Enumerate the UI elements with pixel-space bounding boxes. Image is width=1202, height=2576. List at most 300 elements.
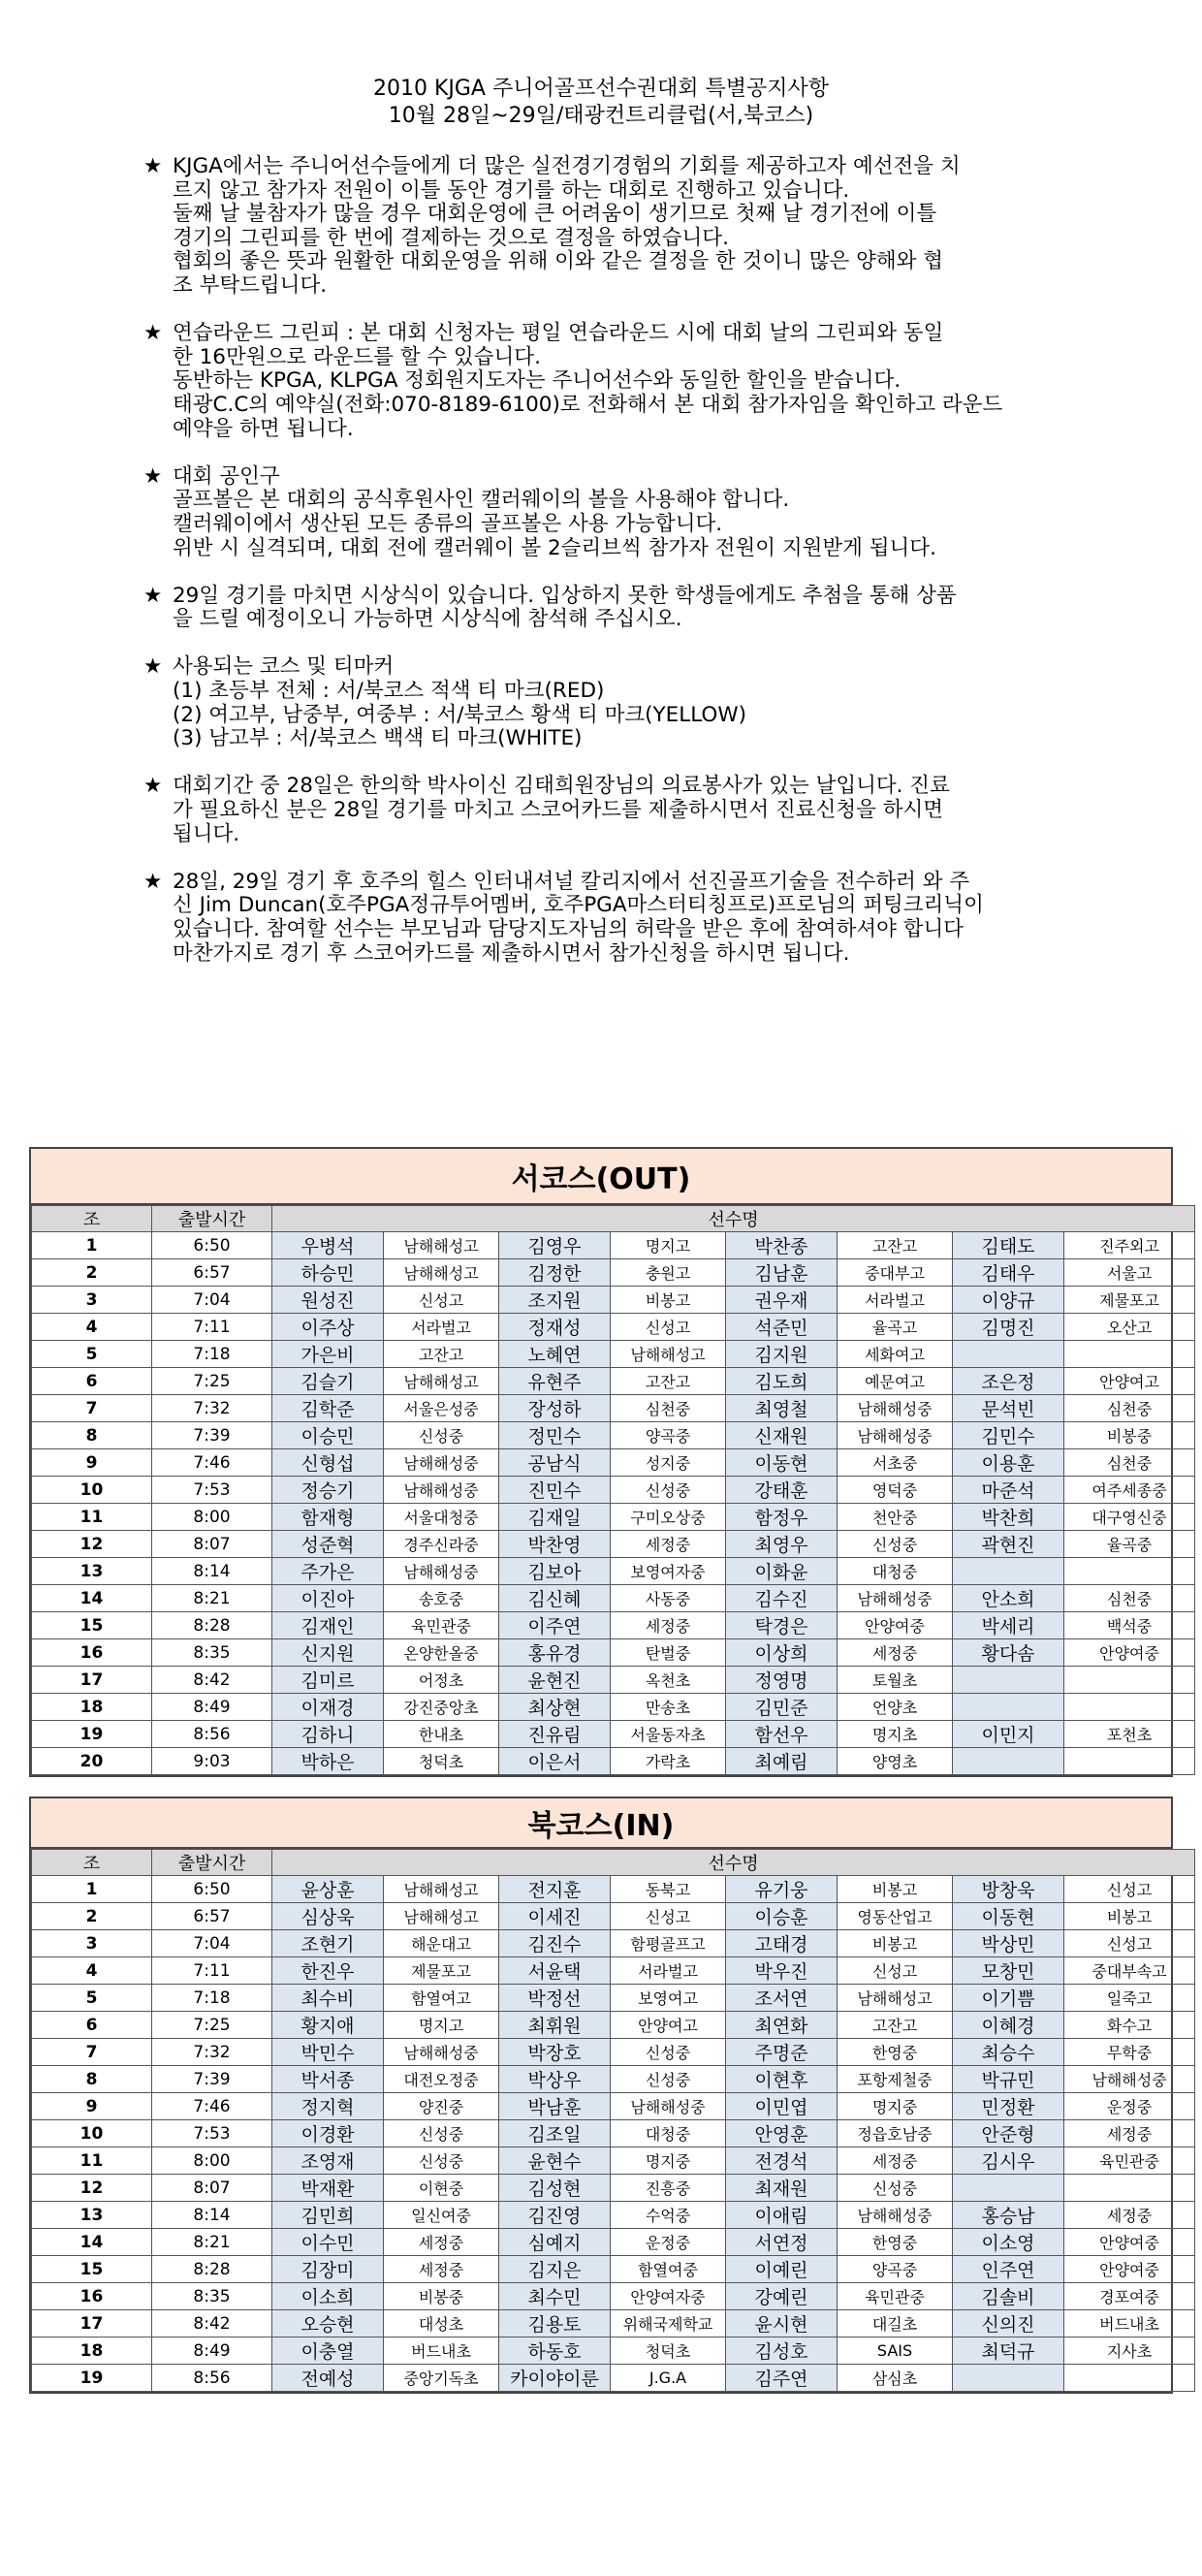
star-icon: ★ (143, 654, 163, 680)
player-name: 최수민 (499, 2283, 611, 2310)
notice-line: (2) 여고부, 남중부, 여중부 : 서/북코스 황색 티 마크(YELLOW) (173, 702, 746, 727)
start-time: 8:42 (152, 2310, 272, 2337)
player-name: 정지혁 (272, 2093, 384, 2120)
player-name: 함재형 (272, 1504, 384, 1531)
star-icon: ★ (143, 463, 163, 489)
player-school: 보영여자중 (611, 1558, 726, 1585)
player-name: 정민수 (499, 1422, 611, 1449)
notice-line: 신 Jim Duncan(호주PGA정규투어멤버, 호주PGA마스터티칭프로)프로님의 퍼팅크리닉이 (173, 893, 984, 918)
player-name: 심예지 (499, 2229, 611, 2256)
player-name: 홍승남 (953, 2202, 1064, 2229)
start-time: 6:50 (152, 1232, 272, 1259)
player-name: 신형섭 (272, 1449, 384, 1477)
player-name: 박규민 (953, 2066, 1064, 2093)
table-row (32, 2256, 1195, 2283)
player-school: 세정중 (384, 2256, 499, 2283)
player-school (1064, 2175, 1195, 2202)
player-name: 주명준 (726, 2039, 838, 2066)
player-school: 남해해성중 (384, 1477, 499, 1504)
start-time: 8:07 (152, 1531, 272, 1558)
player-school: 세정중 (611, 1531, 726, 1558)
player-school: 신성중 (611, 1477, 726, 1504)
start-time: 8:14 (152, 1558, 272, 1585)
player-school: 양진중 (384, 2093, 499, 2120)
start-time: 7:18 (152, 1985, 272, 2012)
player-name: 윤시현 (726, 2310, 838, 2337)
start-time: 7:04 (152, 1930, 272, 1957)
table-row (32, 1477, 1195, 1504)
table-row (32, 2202, 1195, 2229)
player-name: 최예림 (726, 1748, 838, 1775)
start-time: 6:57 (152, 1259, 272, 1287)
player-school: 제물포고 (1064, 1287, 1195, 1314)
player-name: 하동호 (499, 2337, 611, 2365)
notice-line: 한 16만원으로 라운드를 할 수 있습니다. (173, 344, 541, 369)
player-name: 함선우 (726, 1721, 838, 1748)
player-school: 한내초 (384, 1721, 499, 1748)
player-name: 방창욱 (953, 1876, 1064, 1903)
player-school: 고잔고 (838, 2012, 953, 2039)
player-name: 김태도 (953, 1232, 1064, 1259)
player-name: 이기쁨 (953, 1985, 1064, 2012)
player-name: 이승훈 (726, 1903, 838, 1930)
player-school: 비봉중 (1064, 1422, 1195, 1449)
player-name: 가은비 (272, 1341, 384, 1368)
player-name: 윤상훈 (272, 1876, 384, 1903)
player-school: 안양여중 (838, 1612, 953, 1639)
player-school: 신성중 (611, 2066, 726, 2093)
player-school: 세정중 (1064, 2120, 1195, 2147)
group-number: 15 (32, 1612, 152, 1639)
player-school: 신성중 (611, 2039, 726, 2066)
notice-item (143, 465, 1064, 560)
player-school: 온양한올중 (384, 1639, 499, 1667)
player-school: 운정중 (1064, 2093, 1195, 2120)
table-row (32, 1558, 1195, 1585)
player-school (1064, 1558, 1195, 1585)
start-time: 8:07 (152, 2175, 272, 2202)
player-school: 육민관중 (1064, 2147, 1195, 2175)
group-number: 5 (32, 1341, 152, 1368)
player-name: 이재경 (272, 1694, 384, 1721)
player-name: 윤현진 (499, 1667, 611, 1694)
player-school: 신성중 (384, 1422, 499, 1449)
player-name: 정승기 (272, 1477, 384, 1504)
player-name: 김장미 (272, 2256, 384, 2283)
player-school: 고잔고 (838, 1232, 953, 1259)
player-school: 남해해성중 (384, 1558, 499, 1585)
player-name: 김민수 (953, 1422, 1064, 1449)
player-name: 이현후 (726, 2066, 838, 2093)
player-school: 명지고 (611, 1232, 726, 1259)
player-school: 안양여자중 (611, 2283, 726, 2310)
table-row (32, 1721, 1195, 1748)
start-time: 8:42 (152, 1667, 272, 1694)
player-school: 고잔고 (384, 1341, 499, 1368)
player-name: 박민수 (272, 2039, 384, 2066)
notice-line: 29일 경기를 마치면 시상식이 있습니다. 입상하지 못한 학생들에게도 추첨을 통해 상품 (173, 583, 957, 608)
player-school: 오산고 (1064, 1314, 1195, 1341)
start-time: 7:04 (152, 1287, 272, 1314)
table-row (32, 1531, 1195, 1558)
player-school: 일죽고 (1064, 1985, 1195, 2012)
group-number: 8 (32, 2066, 152, 2093)
player-school: 양곡중 (611, 1422, 726, 1449)
player-name: 이승민 (272, 1422, 384, 1449)
group-number: 10 (32, 2120, 152, 2147)
notice-line: 사용되는 코스 및 티마커 (173, 654, 395, 680)
notice-line: 을 드릴 예정이오니 가능하면 시상식에 참석해 주십시오. (173, 607, 682, 632)
start-time: 7:46 (152, 2093, 272, 2120)
notice-line: 28일, 29일 경기 후 호주의 힐스 인터내셔널 칼리지에서 선진골프기술을 전수하러 와 주 (173, 869, 970, 894)
group-number: 13 (32, 2202, 152, 2229)
player-school: 경포여중 (1064, 2283, 1195, 2310)
player-name: 우병석 (272, 1232, 384, 1259)
player-school: 해운대고 (384, 1930, 499, 1957)
player-name: 김지원 (726, 1341, 838, 1368)
start-time: 6:57 (152, 1903, 272, 1930)
player-name: 정영명 (726, 1667, 838, 1694)
notice-line: 둘째 날 불참자가 많을 경우 대회운영에 큰 어려움이 생기므로 첫째 날 경기전에 이틀 (173, 202, 937, 227)
start-time: 8:21 (152, 1585, 272, 1612)
start-time: 7:39 (152, 1422, 272, 1449)
player-name: 원성진 (272, 1287, 384, 1314)
group-number: 18 (32, 1694, 152, 1721)
player-name: 박찬종 (726, 1232, 838, 1259)
star-icon: ★ (143, 321, 163, 346)
notice-line: (1) 초등부 전체 : 서/북코스 적색 티 마크(RED) (173, 679, 605, 704)
table-row (32, 1232, 1195, 1259)
table-row (32, 1876, 1195, 1903)
player-name: 김남훈 (726, 1259, 838, 1287)
player-name: 이예린 (726, 2256, 838, 2283)
notice-line: 르지 않고 참가자 전원이 이틀 동안 경기를 하는 대회로 진행하고 있습니다. (173, 177, 850, 203)
player-school: 경주신라중 (384, 1531, 499, 1558)
player-school: 남해해성중 (1064, 2066, 1195, 2093)
player-name: 김도희 (726, 1368, 838, 1395)
player-name: 이주상 (272, 1314, 384, 1341)
header-players: 선수명 (272, 1206, 1195, 1232)
player-school: 무학중 (1064, 2039, 1195, 2066)
player-name: 홍유경 (499, 1639, 611, 1667)
player-school: 남해해성중 (384, 2039, 499, 2066)
player-school: 포항제철중 (838, 2066, 953, 2093)
player-school: 신성고 (611, 1903, 726, 1930)
player-school: 남해해성고 (838, 1985, 953, 2012)
player-school: 명지중 (838, 2093, 953, 2120)
player-school: 남해해성고 (384, 1903, 499, 1930)
group-number: 17 (32, 2310, 152, 2337)
table-row (32, 1639, 1195, 1667)
player-name: 신재원 (726, 1422, 838, 1449)
player-school: 남해해성중 (838, 2202, 953, 2229)
player-school: 이현중 (384, 2175, 499, 2202)
player-name: 조은정 (953, 1368, 1064, 1395)
player-name: 김재인 (272, 1612, 384, 1639)
group-number: 12 (32, 1531, 152, 1558)
player-school: 세정중 (1064, 2202, 1195, 2229)
player-name: 김시우 (953, 2147, 1064, 2175)
notice-line: 위반 시 실격되며, 대회 전에 캘러웨이 볼 2슬리브씩 참가자 전원이 지원받게 됩니다. (173, 535, 936, 560)
player-school: 보영여고 (611, 1985, 726, 2012)
start-time: 8:35 (152, 1639, 272, 1667)
player-name: 이동현 (953, 1903, 1064, 1930)
group-number: 9 (32, 2093, 152, 2120)
player-school: 안양여중 (1064, 2256, 1195, 2283)
table-row (32, 1395, 1195, 1422)
star-icon: ★ (143, 869, 163, 894)
player-name: 황다솜 (953, 1639, 1064, 1667)
player-school: 토월초 (838, 1667, 953, 1694)
group-number: 10 (32, 1477, 152, 1504)
group-number: 14 (32, 1585, 152, 1612)
notice-list (143, 155, 1064, 990)
table-row (32, 2012, 1195, 2039)
player-school: 남해해성중 (384, 1449, 499, 1477)
player-school: 진흥중 (611, 2175, 726, 2202)
player-name: 곽현진 (953, 1531, 1064, 1558)
player-school: 함평골프고 (611, 1930, 726, 1957)
player-school: 세화여고 (838, 1341, 953, 1368)
player-school: 가락초 (611, 1748, 726, 1775)
player-name: 조영재 (272, 2147, 384, 2175)
player-name: 김보아 (499, 1558, 611, 1585)
player-name: 조지원 (499, 1287, 611, 1314)
player-name: 안영훈 (726, 2120, 838, 2147)
group-number: 1 (32, 1232, 152, 1259)
group-number: 15 (32, 2256, 152, 2283)
player-school: 일신여중 (384, 2202, 499, 2229)
player-name: 김솔비 (953, 2283, 1064, 2310)
player-school: 안양여고 (611, 2012, 726, 2039)
group-number: 6 (32, 2012, 152, 2039)
player-school: 비봉고 (838, 1930, 953, 1957)
player-name: 김하니 (272, 1721, 384, 1748)
player-school: 중대부속고 (1064, 1957, 1195, 1985)
table-row (32, 2229, 1195, 2256)
start-time: 8:28 (152, 1612, 272, 1639)
player-name: 김지은 (499, 2256, 611, 2283)
table-row (32, 1314, 1195, 1341)
player-school: J.G.A (611, 2365, 726, 2392)
group-number: 14 (32, 2229, 152, 2256)
player-name: 이민지 (953, 1721, 1064, 1748)
player-school: 양영초 (838, 1748, 953, 1775)
player-school: 충원고 (611, 1259, 726, 1287)
start-time: 7:18 (152, 1341, 272, 1368)
table-row (32, 1259, 1195, 1287)
player-school: 한영중 (838, 2039, 953, 2066)
header-players: 선수명 (272, 1850, 1195, 1876)
player-name: 조현기 (272, 1930, 384, 1957)
player-school: 서울은성중 (384, 1395, 499, 1422)
player-name: 김슬기 (272, 1368, 384, 1395)
table-title: 북코스(IN) (31, 1798, 1171, 1849)
table-row (32, 1449, 1195, 1477)
group-number: 8 (32, 1422, 152, 1449)
player-name: 최상현 (499, 1694, 611, 1721)
group-number: 19 (32, 2365, 152, 2392)
player-name: 성준혁 (272, 1531, 384, 1558)
player-school: 율곡고 (838, 1314, 953, 1341)
player-school: 운정중 (611, 2229, 726, 2256)
player-name: 인주연 (953, 2256, 1064, 2283)
player-school: 신성고 (384, 1287, 499, 1314)
notice-line: 캘러웨이에서 생산된 모든 종류의 골프볼은 사용 가능합니다. (173, 511, 723, 536)
player-name: 박상우 (499, 2066, 611, 2093)
table-row (32, 1694, 1195, 1721)
player-school: SAIS (838, 2337, 953, 2365)
player-school: 함열여중 (611, 2256, 726, 2283)
player-name: 이주연 (499, 1612, 611, 1639)
player-name: 이수민 (272, 2229, 384, 2256)
table-row (32, 1341, 1195, 1368)
player-name (953, 2365, 1064, 2392)
player-name: 주가은 (272, 1558, 384, 1585)
player-name: 김진수 (499, 1930, 611, 1957)
player-name: 김조일 (499, 2120, 611, 2147)
player-school: 육민관중 (384, 1612, 499, 1639)
table-row (32, 1748, 1195, 1775)
player-school: 대길초 (838, 2310, 953, 2337)
player-school: 남해해성고 (384, 1259, 499, 1287)
player-name: 이충열 (272, 2337, 384, 2365)
player-name: 최재원 (726, 2175, 838, 2202)
group-number: 19 (32, 1721, 152, 1748)
player-school: 함열여고 (384, 1985, 499, 2012)
group-number: 17 (32, 1667, 152, 1694)
player-school: 남해해성고 (384, 1368, 499, 1395)
notice-item (143, 871, 1064, 966)
player-school: 영덕중 (838, 1477, 953, 1504)
player-name: 박찬희 (953, 1504, 1064, 1531)
player-name: 김태우 (953, 1259, 1064, 1287)
player-name: 문석빈 (953, 1395, 1064, 1422)
player-school: 청덕초 (611, 2337, 726, 2365)
player-school (1064, 1341, 1195, 1368)
player-school: 명지고 (384, 2012, 499, 2039)
notice-line: 마찬가지로 경기 후 스코어카드를 제출하시면서 참가신청을 하시면 됩니다. (173, 940, 850, 966)
player-school: 수억중 (611, 2202, 726, 2229)
player-school (1064, 1667, 1195, 1694)
player-name: 함정우 (726, 1504, 838, 1531)
notice-line: 태광C.C의 예약실(전화:070-8189-6100)로 전화해서 본 대회 참가자임을 확인하고 라운드 (173, 392, 1003, 417)
start-time: 7:46 (152, 1449, 272, 1477)
player-name: 이혜경 (953, 2012, 1064, 2039)
player-name: 오승현 (272, 2310, 384, 2337)
player-name: 김민희 (272, 2202, 384, 2229)
start-time: 8:56 (152, 2365, 272, 2392)
player-name: 진민수 (499, 1477, 611, 1504)
player-school: 제물포고 (384, 1957, 499, 1985)
north-course-table (29, 1797, 1173, 2394)
player-school: 신성고 (611, 1314, 726, 1341)
table-row (32, 2337, 1195, 2365)
notice-item (143, 655, 1064, 750)
start-time: 8:35 (152, 2283, 272, 2310)
player-name: 탁경은 (726, 1612, 838, 1639)
player-name: 최영철 (726, 1395, 838, 1422)
player-school: 중앙기독초 (384, 2365, 499, 2392)
player-school: 심천중 (1064, 1585, 1195, 1612)
start-time: 8:56 (152, 1721, 272, 1748)
player-school: 남해해성중 (838, 1585, 953, 1612)
player-name: 박서종 (272, 2066, 384, 2093)
group-number: 16 (32, 2283, 152, 2310)
player-name: 김진영 (499, 2202, 611, 2229)
player-school: 육민관중 (838, 2283, 953, 2310)
player-school: 신성중 (384, 2120, 499, 2147)
player-school: 심천중 (1064, 1449, 1195, 1477)
player-name: 장성하 (499, 1395, 611, 1422)
player-school: 세정중 (838, 2147, 953, 2175)
player-school: 서울동자초 (611, 1721, 726, 1748)
start-time: 9:03 (152, 1748, 272, 1775)
notice-line: 조 부탁드립니다. (173, 272, 328, 298)
notice-line: KJGA에서는 주니어선수들에게 더 많은 실전경기경험의 기회를 제공하고자 예선전을 치 (173, 154, 961, 178)
player-name: 안소희 (953, 1585, 1064, 1612)
player-name: 서연정 (726, 2229, 838, 2256)
player-name: 정재성 (499, 1314, 611, 1341)
player-school: 서초중 (838, 1449, 953, 1477)
table-row (32, 2093, 1195, 2120)
player-name: 김정한 (499, 1259, 611, 1287)
player-name: 김민준 (726, 1694, 838, 1721)
player-name: 김신혜 (499, 1585, 611, 1612)
player-school: 서라벌고 (611, 1957, 726, 1985)
player-school: 포천초 (1064, 1721, 1195, 1748)
player-name: 하승민 (272, 1259, 384, 1287)
player-school: 어정초 (384, 1667, 499, 1694)
player-name: 김재일 (499, 1504, 611, 1531)
player-name: 윤현수 (499, 2147, 611, 2175)
player-school: 지사초 (1064, 2337, 1195, 2365)
start-time: 8:28 (152, 2256, 272, 2283)
player-name: 이은서 (499, 1748, 611, 1775)
notice-line: 대회기간 중 28일은 한의학 박사이신 김태희원장님의 의료봉사가 있는 날입니다. 진료 (173, 774, 950, 799)
notice-line: 골프볼은 본 대회의 공식후원사인 캘러웨이의 볼을 사용해야 합니다. (173, 488, 790, 513)
player-name: 전지훈 (499, 1876, 611, 1903)
player-name: 석준민 (726, 1314, 838, 1341)
player-name: 이세진 (499, 1903, 611, 1930)
player-name: 이애림 (726, 2202, 838, 2229)
player-school: 심천중 (611, 1395, 726, 1422)
player-name: 김수진 (726, 1585, 838, 1612)
player-school: 정읍호남중 (838, 2120, 953, 2147)
header-group: 조 (32, 1850, 152, 1876)
player-school: 신성중 (384, 2147, 499, 2175)
player-school: 남해해성중 (838, 1395, 953, 1422)
table-row (32, 1667, 1195, 1694)
player-name (953, 1341, 1064, 1368)
table-row (32, 2365, 1195, 2392)
start-time: 8:49 (152, 1694, 272, 1721)
player-school: 여주세종중 (1064, 1477, 1195, 1504)
player-name: 박하은 (272, 1748, 384, 1775)
start-time: 7:32 (152, 2039, 272, 2066)
player-name: 김영우 (499, 1232, 611, 1259)
group-number: 4 (32, 1957, 152, 1985)
start-time: 7:25 (152, 1368, 272, 1395)
player-school: 명지중 (611, 2147, 726, 2175)
player-name: 진유림 (499, 1721, 611, 1748)
player-name: 이경환 (272, 2120, 384, 2147)
player-school: 명지초 (838, 1721, 953, 1748)
player-school: 중대부고 (838, 1259, 953, 1287)
player-school: 안양여고 (1064, 1368, 1195, 1395)
start-time: 8:00 (152, 2147, 272, 2175)
player-name: 신지원 (272, 1639, 384, 1667)
